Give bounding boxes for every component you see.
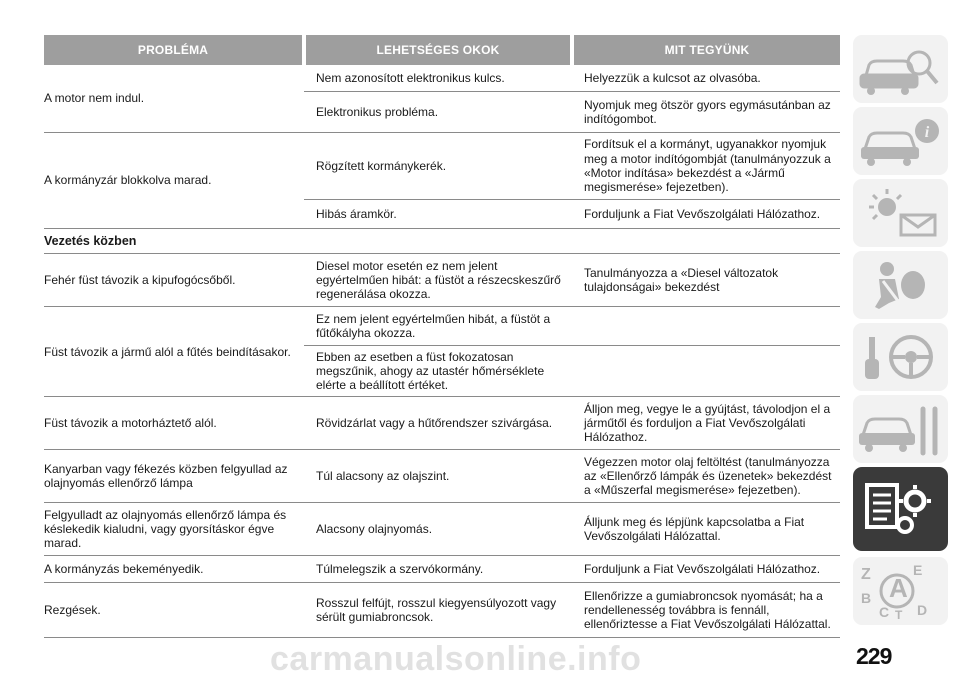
svg-text:B: B [861, 590, 872, 606]
technical-data-icon [853, 467, 948, 551]
tab-alphabetical-index[interactable] [853, 557, 948, 625]
key-steering-icon [853, 323, 948, 391]
action-cell: Ellenőrizze a gumiabroncsok nyomását; ha a rendellenesség továbbra is fennáll, ellenőriztesse a Fiat Vevőszolgálati Hálózattal. [572, 583, 840, 638]
problem-cell: A motor nem indul. [44, 65, 304, 133]
svg-text:A: A [889, 573, 908, 603]
action-cell: Tanulmányozza a «Diesel változatok tulajdonságai» bekezdést [572, 254, 840, 307]
table-row [44, 503, 840, 556]
cause-cell: Rövidzárlat vagy a hűtőrendszer szivárgása. [304, 397, 572, 450]
tab-car-service[interactable] [853, 395, 948, 463]
car-service-icon [853, 395, 948, 463]
action-cell: Végezzen motor olaj feltöltést (tanulmányozza az «Ellenőrző lámpák és üzenetek» bekezdést a «Műszerfal megismerése» fejezetben). [572, 450, 840, 503]
svg-text:T: T [895, 608, 903, 622]
page-number: 229 [856, 643, 892, 669]
problem-cell: A kormányzár blokkolva marad. [44, 133, 304, 229]
watermark: carmanualsonline.info [270, 640, 642, 678]
action-cell: Forduljunk a Fiat Vevőszolgálati Hálózathoz. [572, 556, 840, 583]
table-row [44, 397, 840, 450]
tab-technical-data[interactable] [853, 467, 948, 551]
tab-airbag-safety[interactable] [853, 251, 948, 319]
action-cell [572, 307, 840, 346]
action-cell: Helyezzük a kulcsot az olvasóba. [572, 65, 840, 92]
table-row [44, 65, 840, 92]
table-row [44, 556, 840, 583]
alphabetical-index-icon [853, 557, 948, 625]
cause-cell: Rosszul felfújt, rosszul kiegyensúlyozott vagy sérült gumiabroncsok. [304, 583, 572, 638]
table-row [44, 133, 840, 200]
action-cell [572, 346, 840, 397]
action-cell: Forduljunk a Fiat Vevőszolgálati Hálózathoz. [572, 200, 840, 229]
tab-car-search[interactable] [853, 35, 948, 103]
table-row [44, 450, 840, 503]
column-header-causes: LEHETSÉGES OKOK [304, 35, 572, 65]
table-row [44, 307, 840, 346]
svg-text:Z: Z [861, 566, 871, 583]
cause-cell: Rögzített kormánykerék. [304, 133, 572, 200]
svg-text:i: i [924, 124, 930, 141]
problem-cell: Füst távozik a motorháztető alól. [44, 397, 304, 450]
warning-lights-icon [853, 179, 948, 247]
svg-text:E: E [913, 562, 923, 578]
cause-cell: Diesel motor esetén ez nem jelent egyértelműen hibát: a füstöt a részecskeszűrő regenerálása okozza. [304, 254, 572, 307]
tab-key-steering[interactable] [853, 323, 948, 391]
cause-cell: Hibás áramkör. [304, 200, 572, 229]
action-cell: Fordítsuk el a kormányt, ugyanakkor nyomjuk meg a motor indítógombját (tanulmányozzuk a «Motor indítása» bekezdést a «Jármű megismerése» fejezetben). [572, 133, 840, 200]
cause-cell: Elektronikus probléma. [304, 92, 572, 133]
troubleshooting-table [44, 35, 840, 638]
problem-cell: Kanyarban vagy fékezés közben felgyullad az olajnyomás ellenőrző lámpa [44, 450, 304, 503]
problem-cell: A kormányzás bekeményedik. [44, 556, 304, 583]
problem-cell: Fehér füst távozik a kipufogócsőből. [44, 254, 304, 307]
tab-warning-lights[interactable] [853, 179, 948, 247]
problem-cell: Rezgések. [44, 583, 304, 638]
cause-cell: Túlmelegszik a szervókormány. [304, 556, 572, 583]
table-row [44, 254, 840, 307]
cause-cell: Nem azonosított elektronikus kulcs. [304, 65, 572, 92]
svg-text:C: C [879, 604, 890, 620]
section-row [44, 229, 840, 254]
action-cell: Álljunk meg és lépjünk kapcsolatba a Fiat Vevőszolgálati Hálózattal. [572, 503, 840, 556]
cause-cell: Túl alacsony az olajszint. [304, 450, 572, 503]
car-info-icon [853, 107, 948, 175]
table-row [44, 583, 840, 638]
chapter-sidebar [853, 35, 949, 629]
problem-cell: Felgyulladt az olajnyomás ellenőrző lámpa és késlekedik kialudni, vagy gyorsításkor égve marad. [44, 503, 304, 556]
action-cell: Álljon meg, vegye le a gyújtást, távolodjon el a járműtől és forduljon a Fiat Vevőszolgálati Hálózathoz. [572, 397, 840, 450]
cause-cell: Ez nem jelent egyértelműen hibát, a füstöt a fűtőkályha okozza. [304, 307, 572, 346]
column-header-problem: PROBLÉMA [44, 35, 304, 65]
airbag-safety-icon [853, 251, 948, 319]
car-search-icon [853, 35, 948, 103]
problem-cell: Füst távozik a jármű alól a fűtés beindításakor. [44, 307, 304, 397]
action-cell: Nyomjuk meg ötször gyors egymásutánban az indítógombot. [572, 92, 840, 133]
cause-cell: Ebben az esetben a füst fokozatosan megszűnik, ahogy az utastér hőmérséklete elérte a beállított értéket. [304, 346, 572, 397]
section-heading: Vezetés közben [44, 229, 840, 254]
cause-cell: Alacsony olajnyomás. [304, 503, 572, 556]
column-header-actions: MIT TEGYÜNK [572, 35, 840, 65]
tab-car-info[interactable] [853, 107, 948, 175]
table-header-row [44, 35, 840, 65]
svg-text:D: D [917, 602, 928, 618]
